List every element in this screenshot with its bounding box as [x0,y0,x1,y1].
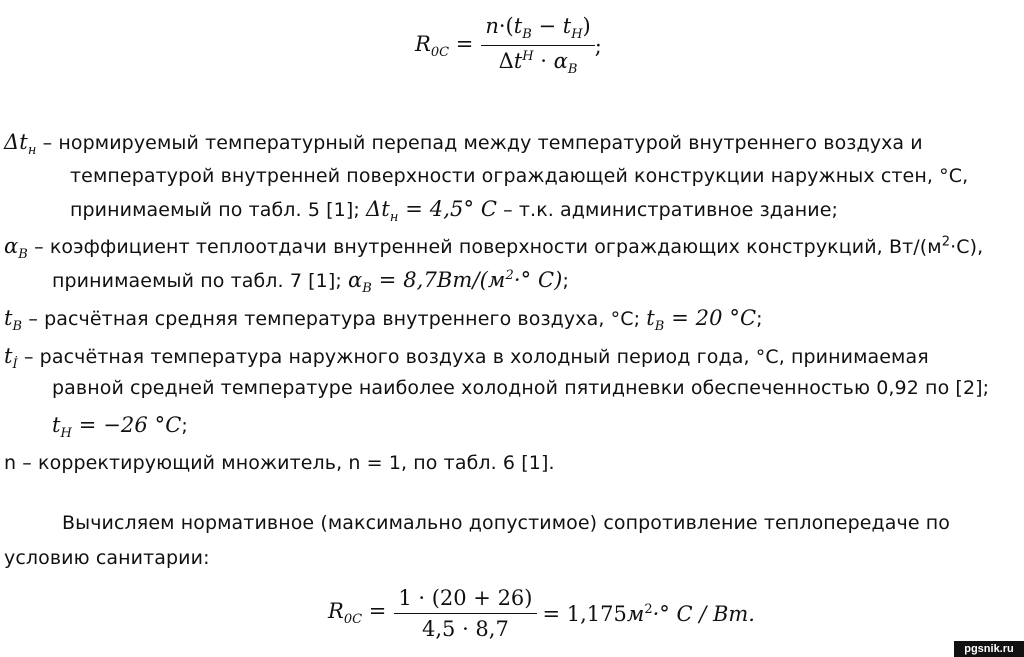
watermark-badge: pgsnik.ru [954,641,1024,657]
num-dot: · [498,14,506,38]
t-outer-value: = −26 °С [78,413,182,437]
num-t-outer-sub: Н [571,27,583,43]
t-outer-value-expr [52,413,182,442]
equals-sign: = [455,31,474,56]
formula-semicolon: ; [594,33,602,58]
result-numerator: 1 · (20 + 26) [394,586,536,614]
result-unit: м [626,601,645,626]
t-inner-value: = 20 °С [671,306,757,330]
result-unit-rest: ·° C / Вт. [652,601,755,626]
num-open-paren: ( [505,14,514,38]
lhs-symbol: R [415,31,431,56]
definition-t-inner [4,306,763,334]
alpha-value-expr [348,268,563,297]
num-close-paren: ) [582,14,591,38]
t-outer-sub: İ [12,357,18,373]
formula-lhs [415,32,473,60]
definition-delta-t-line2 [70,165,968,187]
delta-t-description-cont: температурой внутренней поверхности ограждающей конструкции наружных стен, °С, [70,165,969,187]
num-t-inner: t [513,14,523,38]
result-number: = 1,175 [542,601,627,626]
alpha-symbol [4,234,28,263]
alpha-value-end: ·° С) [513,268,563,292]
definition-t-outer-line2 [52,377,989,399]
t-outer-symbol-2: t [52,413,61,437]
t-outer-symbol [4,344,18,373]
den-t: t [513,49,523,74]
t-inner-sub-2: В [654,319,665,335]
alpha-unit-sup: 2 [941,234,951,250]
num-t-outer: t [562,14,572,38]
delta-t-symbol [4,130,37,159]
t-inner-description: – расчётная средняя температура внутреннего воздуха, °С; [28,308,641,330]
t-inner-symbol-2: t [646,306,655,330]
definition-t-outer-line3 [52,413,188,441]
alpha-sub: В [18,247,28,263]
result-lhs [328,599,386,627]
num-minus: − [538,14,557,38]
result-lhs-symbol: R [328,599,344,624]
main-formula [415,14,602,77]
alpha-sub-2: В [362,281,372,297]
definition-n [4,452,555,474]
den-alpha: α [553,49,568,74]
den-t-sup: Н [522,49,534,65]
alpha-description: – коэффициент теплоотдачи внутренней поверхности ограждающих конструкций, Вт/(м [34,236,942,258]
definition-alpha-line2 [52,268,569,296]
t-outer-description: – расчётная температура наружного воздуха в холодный период года, °С, принимаемая [23,346,929,368]
lhs-subscript: 0C [430,44,450,60]
formula-fraction [481,14,594,77]
alpha-text: α [4,234,19,258]
num-n: n [485,14,499,38]
result-unit-sup: 2 [644,601,653,617]
result-value [543,602,755,626]
t-inner-value-expr [646,306,757,335]
definition-delta-t-line3 [70,197,838,225]
t-outer-sub-2: Н [60,426,72,442]
delta-t-reason: – т.к. административное здание; [503,199,839,221]
alpha-unit-end: ·С), [950,236,984,258]
alpha-value: = 8,7Вт/(м [378,268,506,292]
t-outer-description-cont: равной средней температуре наиболее холодной пятидневки обеспеченностью 0,92 по [2]; [52,377,990,399]
t-outer-text: t [4,344,13,368]
definition-alpha-line1 [4,234,983,262]
definition-t-outer-line1 [4,344,929,372]
delta-t-text: Δt [4,130,28,154]
t-inner-semicolon: ; [756,308,763,330]
fraction-numerator [481,14,594,46]
den-alpha-sub: В [567,62,578,78]
fraction-denominator [499,46,578,77]
t-inner-symbol [4,306,23,335]
paragraph-line1 [62,512,950,534]
delta-t-value: = 4,5° C [405,197,497,221]
delta-t-symbol-2: Δt [366,197,390,221]
alpha-symbol-2: α [348,268,363,292]
t-inner-text: t [4,306,13,330]
delta-t-sub-2: н [389,210,399,226]
result-equals: = [368,599,387,624]
alpha-value-sup: 2 [505,268,514,283]
t-inner-sub: В [12,319,23,335]
delta-t-sub: н [27,143,37,159]
result-denominator: 4,5 · 8,7 [422,617,509,641]
paragraph-text-1: Вычисляем нормативное (максимально допустимое) сопротивление теплопередаче по [62,512,951,534]
result-fraction [394,586,536,641]
alpha-semicolon: ; [562,270,569,292]
delta-t-value-expr [366,197,497,226]
t-outer-semicolon: ; [181,415,188,437]
den-dot: · [540,49,547,74]
alpha-source: принимаемый по табл. 7 [1]; [52,270,342,292]
result-lhs-sub: 0C [343,612,363,628]
num-t-inner-sub: В [522,27,532,43]
delta-t-description: – нормируемый температурный перепад между температурой внутреннего воздуха и [42,132,923,154]
definition-delta-t-line1 [4,130,923,158]
result-formula [328,586,755,641]
paragraph-text-2: условию санитарии: [4,547,210,569]
delta-t-source: принимаемый по табл. 5 [1]; [70,199,360,221]
den-delta: Δ [498,49,514,74]
paragraph-line2 [4,547,210,569]
n-description: n – корректирующий множитель, n = 1, по табл. 6 [1]. [4,452,555,474]
